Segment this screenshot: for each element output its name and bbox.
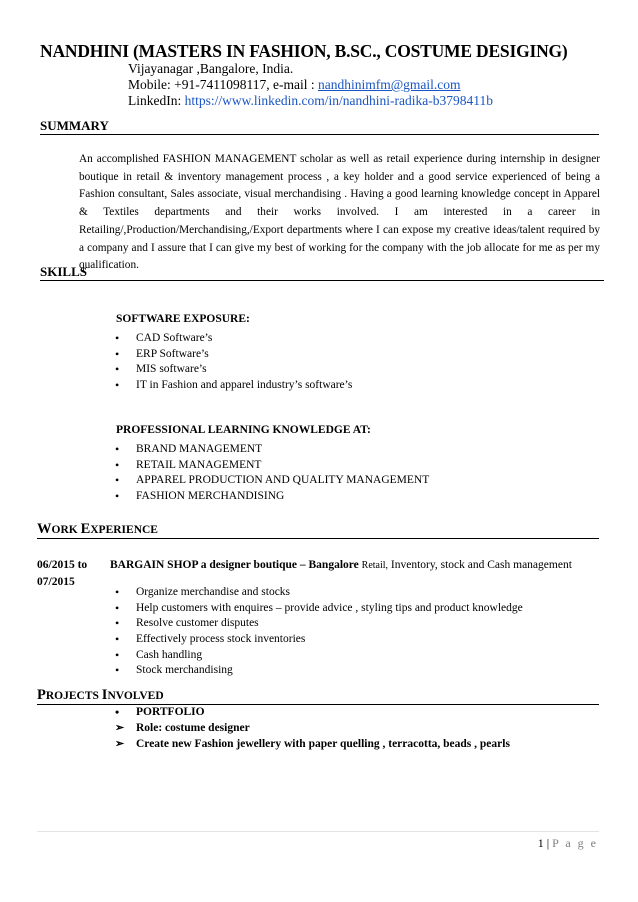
date-from: 06/2015 to (37, 559, 88, 571)
list-item: • ERP Software’s (112, 347, 352, 363)
linkedin-line (128, 93, 493, 109)
list-item: • Help customers with enquires – provide advice , styling tips and product knowledge (112, 601, 523, 617)
software-exposure-heading: SOFTWARE EXPOSURE: (116, 313, 250, 325)
projects-list (112, 705, 205, 721)
date-to: 07/2015 (37, 576, 75, 588)
footer-separator: | (543, 836, 553, 850)
candidate-name: NANDHINI (MASTERS IN FASHION, B.SC., COSTUME DESIGING) (40, 41, 568, 61)
job-title-line (110, 557, 572, 574)
duties-list (112, 585, 523, 679)
list-item: ➢ Role: costume designer (112, 721, 510, 737)
company-name: BARGAIN SHOP a designer boutique – Bangalore (110, 559, 359, 571)
retail-word: Retail, (361, 560, 389, 571)
list-item: • Cash handling (112, 648, 523, 664)
list-item: • Stock merchandising (112, 663, 523, 679)
skills-rule (40, 280, 604, 281)
software-list (112, 331, 352, 394)
list-item: • RETAIL MANAGEMENT (112, 458, 429, 474)
page-number: 1 (537, 836, 544, 850)
list-item: ➢ Create new Fashion jewellery with paper quelling , terracotta, beads , pearls (112, 737, 510, 753)
role-description: Inventory, stock and Cash management (390, 559, 572, 571)
list-item: • BRAND MANAGEMENT (112, 442, 429, 458)
list-item: • MIS software’s (112, 362, 352, 378)
list-item: • IT in Fashion and apparel industry’s software’s (112, 378, 352, 394)
mobile-label: Mobile: +91-7411098117, e-mail : (128, 77, 318, 92)
work-rule (37, 538, 599, 539)
summary-rule (40, 134, 599, 135)
list-item: • FASHION MERCHANDISING (112, 489, 429, 505)
skills-heading: SKILLS (40, 264, 87, 279)
list-item: • Organize merchandise and stocks (112, 585, 523, 601)
footer-rule (37, 831, 599, 832)
professional-knowledge-heading: PROFESSIONAL LEARNING KNOWLEDGE AT: (116, 424, 371, 436)
portfolio-details (112, 721, 510, 752)
work-experience-heading: WORK EXPERIENCE (37, 521, 158, 537)
list-item: • Effectively process stock inventories (112, 632, 523, 648)
linkedin-link[interactable]: https://www.linkedin.com/in/nandhini-radika-b3798411b (184, 93, 493, 108)
list-item: • Resolve customer disputes (112, 616, 523, 632)
email-link[interactable]: nandhinimfm@gmail.com (317, 77, 461, 92)
summary-text: An accomplished FASHION MANAGEMENT scholar as well as retail experience during internship in designer boutique in retail & inventory management process , a key holder and a good service experienced of being a Fashion consultant, Sales associate, visual merchandising . Having a good learning knowledge concept in Apparel & Textiles departments and their works involved. I am interested in a career in Retailing/,Production/Merchandising,/Export departments where I can expose my creative ideas/talent required by a company and I assure that I can give my best of working for the company with the job allocate for me as per my qualification. (79, 153, 600, 272)
summary-heading: SUMMARY (40, 118, 109, 133)
page-word: P a g e (552, 836, 598, 850)
knowledge-list (112, 442, 429, 505)
list-item: • APPAREL PRODUCTION AND QUALITY MANAGEMENT (112, 473, 429, 489)
linkedin-label: LinkedIn: (128, 93, 185, 108)
list-item: • PORTFOLIO (112, 705, 205, 721)
address: Vijayanagar ,Bangalore, India. (128, 61, 294, 76)
projects-heading: PROJECTS INVOLVED (37, 687, 164, 703)
page-footer (538, 836, 598, 851)
list-item: • CAD Software’s (112, 331, 352, 347)
contact-line (128, 77, 461, 93)
job-dates (37, 557, 87, 591)
